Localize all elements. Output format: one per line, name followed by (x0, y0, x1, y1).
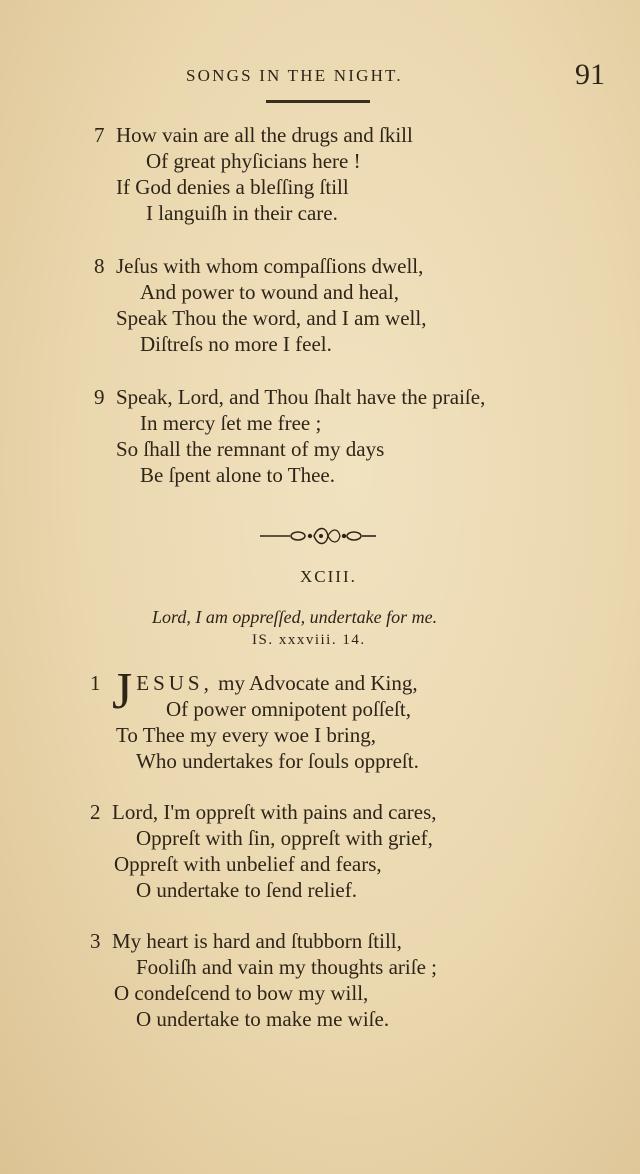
verse-line: Of great phyſicians here ! (146, 149, 361, 173)
epigraph: Lord, I am oppreſſed, undertake for me. (152, 607, 438, 627)
verse-line: Of power omnipotent poſſeſt, (166, 697, 411, 721)
stanza-number: 2 (90, 800, 101, 824)
stanza-2 (90, 799, 437, 903)
running-title: SONGS IN THE NIGHT. (186, 66, 403, 85)
stanza-3 (90, 928, 437, 1032)
stanza-number: 1 (90, 671, 101, 695)
verse-line: If God denies a bleſſing ſtill (116, 175, 349, 199)
verse-line: Jeſus with whom compaſſions dwell, (116, 254, 424, 278)
verse-line: O undertake to ſend relief. (136, 878, 357, 902)
header-rule (266, 100, 370, 103)
verse-line: Who undertakes for ſouls oppreſt. (136, 749, 419, 773)
stanza-number: 9 (94, 385, 105, 409)
stanza-7 (94, 122, 413, 226)
verse-line: O condeſcend to bow my will, (114, 981, 369, 1005)
verse-line: How vain are all the drugs and ſkill (116, 123, 413, 147)
hymn-number: XCIII. (300, 567, 357, 586)
drop-cap: J (112, 663, 133, 720)
verse-line: my Advocate and King, (218, 671, 418, 695)
verse-line: So ſhall the remnant of my days (116, 437, 385, 461)
verse-line: And power to wound and heal, (140, 280, 399, 304)
stanza-1 (90, 663, 419, 774)
verse-line: O undertake to make me wiſe. (136, 1007, 390, 1031)
verse-line: My heart is hard and ſtubborn ſtill, (112, 929, 402, 953)
verse-line: Diſtreſs no more I feel. (140, 332, 332, 356)
stanza-9 (94, 384, 485, 488)
verse-line: In mercy ſet me free ; (140, 411, 322, 435)
stanza-number: 8 (94, 254, 105, 278)
verse-line: To Thee my every woe I bring, (116, 723, 376, 747)
verse-line: Oppreſt with unbelief and fears, (114, 852, 382, 876)
verse-line: Be ſpent alone to Thee. (140, 463, 335, 487)
stanza-number: 7 (94, 123, 105, 147)
verse-line: Speak, Lord, and Thou ſhalt have the praiſe, (116, 385, 486, 409)
verse-line: Fooliſh and vain my thoughts ariſe ; (136, 955, 437, 979)
page-number: 91 (575, 58, 605, 91)
verse-line: Lord, I'm oppreſt with pains and cares, (112, 800, 437, 824)
verse-line: Oppreſt with ſin, oppreſt with grief, (136, 826, 433, 850)
verse-line: I languiſh in their care. (146, 201, 338, 225)
scripture-reference: IS. xxxviii. 14. (252, 632, 366, 648)
stanza-8 (94, 253, 426, 357)
running-head (0, 58, 640, 92)
printers-ornament (256, 522, 380, 550)
first-word: ESUS, (136, 671, 213, 695)
stanza-number: 3 (90, 929, 101, 953)
verse-line: Speak Thou the word, and I am well, (116, 306, 427, 330)
